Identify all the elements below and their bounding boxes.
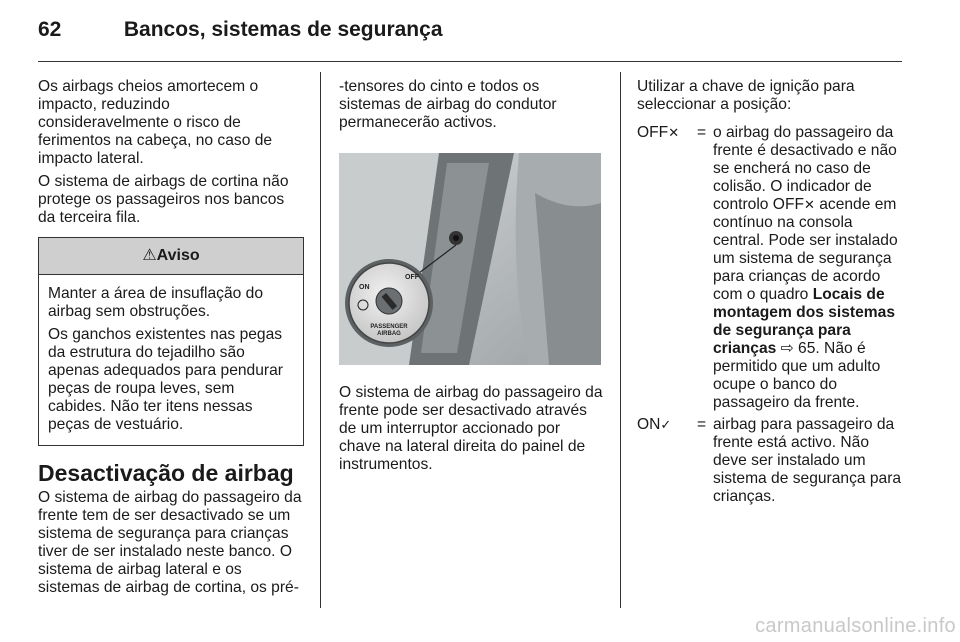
airbag-off-icon: ✕ xyxy=(668,125,680,140)
column-divider-1 xyxy=(320,72,321,608)
paragraph-intro: Utilizar a chave de ignição para seleccionar a posição: xyxy=(637,78,855,113)
paragraph-deactivation: O sistema de airbag do passageiro da frente tem de ser desactivado se um sistema de segurança para crianças tiver de ser instalado neste banco. O sistema de airbag lateral e os sistemas de airbag de cortina, os pré- xyxy=(38,489,302,596)
page-title: Bancos, sistemas de segurança xyxy=(123,18,443,41)
off-label: OFF✕ xyxy=(637,124,680,141)
off-description: o airbag do passageiro da frente é desactivado e não se encherá no caso de colisão. O indicador de controlo OFF✕ acende em contínuo na consola central. Pode ser instalado um sistema de segurança para crianças de acordo com o quadro Locais de montagem dos sistemas de segurança para crianças ⇨ 65. Não é permitido que um adulto ocupe o banco do passageiro da frente. xyxy=(713,124,898,411)
airbag-switch-photo xyxy=(339,153,601,365)
paragraph-airbag-impact: Os airbags cheios amortecem o impacto, reduzindo consideravelmente o risco de ferimentos na cabeça, no caso de impacto lateral. xyxy=(38,78,273,167)
column-2 xyxy=(339,78,605,479)
airbag-off-icon: ✕ xyxy=(804,197,815,212)
header-rule xyxy=(38,61,902,62)
warning-text-2: Os ganchos existentes nas pegas da estrutura do tejadilho são apenas adequados para pendurar peças de roupa leves, sem cabides. Não ter itens nessas peças de vestuário. xyxy=(48,326,283,433)
equals-sign: = xyxy=(697,416,707,433)
warning-box xyxy=(38,237,304,446)
airbag-on-icon: ✓ xyxy=(660,417,672,432)
warning-text-1: Manter a área de insuflação do airbag sem obstruções. xyxy=(48,285,263,320)
warning-title: Aviso xyxy=(156,247,200,264)
on-label: ON✓ xyxy=(637,416,672,433)
definition-off xyxy=(637,124,903,412)
photo-caption: O sistema de airbag do passageiro da frente pode ser desactivado através de um interruptor accionado por chave na lateral direita do painel de instrumentos. xyxy=(339,384,603,473)
definition-on xyxy=(637,416,903,506)
page-ref-arrow-icon: ⇨ xyxy=(780,340,794,357)
paragraph-continuation: -tensores do cinto e todos os sistemas de airbag do condutor permanecerão activos. xyxy=(339,78,557,131)
definition-list xyxy=(637,124,903,506)
warning-icon: ⚠ xyxy=(142,247,157,264)
equals-sign: = xyxy=(697,124,707,141)
switch-passenger-label: PASSENGER xyxy=(370,324,408,330)
switch-on-label: ON xyxy=(359,284,370,291)
watermark: carmanualsonline.info xyxy=(755,615,956,637)
page-header xyxy=(38,18,443,42)
switch-off-label: OFF xyxy=(405,274,419,281)
warning-body xyxy=(39,275,303,445)
section-heading: Desactivação de airbag xyxy=(38,460,294,486)
paragraph-third-row: O sistema de airbags de cortina não protege os passageiros nos bancos da terceira fila. xyxy=(38,173,289,226)
page-number: 62 xyxy=(38,18,62,41)
cross-reference-bold: Locais de montagem dos sistemas de segurança para crianças xyxy=(713,286,895,357)
column-3 xyxy=(637,78,903,506)
column-1 xyxy=(38,78,304,602)
column-divider-2 xyxy=(620,72,621,608)
warning-header xyxy=(39,238,303,275)
on-description: airbag para passageiro da frente está activo. Não deve ser instalado um sistema de segurança para crianças. xyxy=(713,416,902,505)
switch-airbag-label: AIRBAG xyxy=(377,331,401,337)
